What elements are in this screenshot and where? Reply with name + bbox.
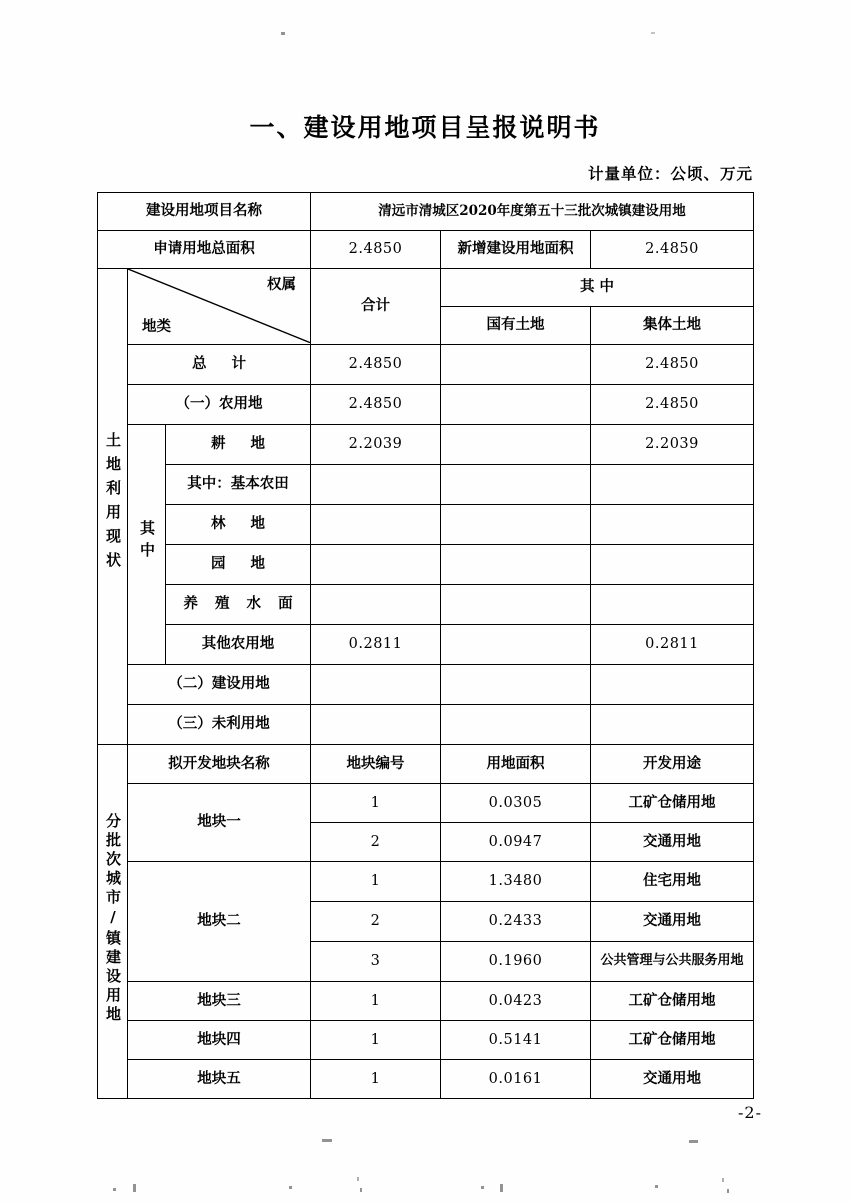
landuse-side-label-text: 土地利用现状 <box>104 431 122 576</box>
column-header-state-land: 国有土地 <box>441 307 591 345</box>
landuse-row-state <box>441 665 591 705</box>
scan-speck <box>481 1186 484 1189</box>
table-row-landuse <box>98 625 754 665</box>
new-construction-value: 2.4850 <box>591 231 754 269</box>
parcel-item-purpose: 工矿仓储用地 <box>591 982 754 1021</box>
landuse-row-state <box>441 545 591 585</box>
landuse-row-collective: 2.4850 <box>591 345 754 385</box>
new-construction-label: 新增建设用地面积 <box>441 231 591 269</box>
landuse-sub-label-text: 其中 <box>138 519 156 564</box>
total-area-value: 2.4850 <box>311 231 441 269</box>
landtype-ownership-corner-cell <box>128 269 311 345</box>
landuse-row-total: 2.4850 <box>311 385 441 425</box>
landuse-row-state <box>441 585 591 625</box>
scan-speck <box>281 32 285 35</box>
parcel-item-purpose: 工矿仓储用地 <box>591 784 754 823</box>
landuse-row-label: 耕 地 <box>166 425 311 465</box>
scan-speck <box>360 1188 362 1192</box>
table-row-landuse <box>98 705 754 745</box>
parcel-header-number: 地块编号 <box>311 745 441 784</box>
parcel-item-purpose: 工矿仓储用地 <box>591 1021 754 1060</box>
landuse-row-label: 总 计 <box>128 345 311 385</box>
table-row-parcel-header <box>98 745 754 784</box>
parcel-item-number: 1 <box>311 862 441 902</box>
landuse-row-total: 2.2039 <box>311 425 441 465</box>
scan-speck <box>133 1184 136 1192</box>
landuse-row-total <box>311 465 441 505</box>
page-number: -2- <box>738 1103 762 1122</box>
scan-speck <box>357 1177 359 1181</box>
landuse-row-label: 其他农用地 <box>166 625 311 665</box>
parcel-name: 地块三 <box>128 982 311 1021</box>
scan-speck <box>289 1186 292 1189</box>
parcel-item-area: 1.3480 <box>441 862 591 902</box>
landuse-row-total <box>311 585 441 625</box>
table-row-landuse <box>98 385 754 425</box>
table-row-project-name <box>98 193 754 231</box>
table-row-parcel-item <box>98 862 754 902</box>
table-row-ownership-header <box>98 269 754 307</box>
scan-speck <box>722 1178 724 1182</box>
column-header-collective-land: 集体土地 <box>591 307 754 345</box>
landuse-row-state <box>441 345 591 385</box>
parcel-item-purpose: 交通用地 <box>591 823 754 862</box>
scan-speck <box>655 1185 658 1188</box>
landuse-row-label: 其中：基本农田 <box>166 465 311 505</box>
table-row-landuse <box>98 465 754 505</box>
landuse-row-label: （一）农用地 <box>128 385 311 425</box>
landuse-row-state <box>441 385 591 425</box>
landuse-row-total <box>311 545 441 585</box>
table-row-parcel-item <box>98 784 754 823</box>
parcel-item-purpose: 交通用地 <box>591 1060 754 1099</box>
column-header-group: 其 中 <box>441 269 754 307</box>
parcel-item-number: 1 <box>311 1060 441 1099</box>
parcel-item-purpose: 交通用地 <box>591 902 754 942</box>
landuse-row-collective <box>591 505 754 545</box>
parcel-item-area: 0.0161 <box>441 1060 591 1099</box>
parcel-item-purpose: 住宅用地 <box>591 862 754 902</box>
landuse-row-state <box>441 465 591 505</box>
landtype-label: 地类 <box>142 317 171 335</box>
landuse-row-total: 2.4850 <box>311 345 441 385</box>
landuse-row-collective <box>591 545 754 585</box>
landuse-side-label <box>98 269 128 745</box>
landuse-row-total <box>311 705 441 745</box>
table-row-landuse <box>98 345 754 385</box>
table-row-parcel-item <box>98 982 754 1021</box>
parcel-item-purpose: 公共管理与公共服务用地 <box>591 942 754 982</box>
landuse-row-state <box>441 505 591 545</box>
page-title: 一、建设用地项目呈报说明书 <box>249 113 601 142</box>
scan-speck <box>322 1139 332 1142</box>
landuse-row-label: 养 殖 水 面 <box>166 585 311 625</box>
landuse-row-state <box>441 625 591 665</box>
parcel-item-area: 0.0423 <box>441 982 591 1021</box>
parcel-item-area: 0.1960 <box>441 942 591 982</box>
ownership-label: 权属 <box>267 276 297 293</box>
landuse-row-collective <box>591 705 754 745</box>
landuse-row-collective: 2.4850 <box>591 385 754 425</box>
scan-speck <box>651 32 655 34</box>
landuse-row-total <box>311 505 441 545</box>
scan-speck <box>113 1188 116 1191</box>
landuse-row-label: 园 地 <box>166 545 311 585</box>
landuse-sub-label <box>128 425 166 665</box>
parcel-name: 地块四 <box>128 1021 311 1060</box>
parcel-side-label <box>98 745 128 1099</box>
parcel-item-area: 0.0305 <box>441 784 591 823</box>
landuse-row-label: 林 地 <box>166 505 311 545</box>
landuse-row-total <box>311 665 441 705</box>
column-header-total: 合计 <box>311 269 441 345</box>
table-row-landuse <box>98 585 754 625</box>
total-area-label: 申请用地总面积 <box>98 231 311 269</box>
landuse-row-collective <box>591 585 754 625</box>
parcel-side-label-text: 分批次城市/镇建设用地 <box>104 812 122 1025</box>
parcel-item-area: 0.0947 <box>441 823 591 862</box>
parcel-name: 地块五 <box>128 1060 311 1099</box>
scan-speck <box>727 1189 729 1193</box>
table-row-landuse <box>98 425 754 465</box>
landuse-row-label: （三）未利用地 <box>128 705 311 745</box>
land-application-table <box>97 192 753 1099</box>
parcel-header-area: 用地面积 <box>441 745 591 784</box>
landuse-row-state <box>441 425 591 465</box>
parcel-item-area: 0.5141 <box>441 1021 591 1060</box>
landuse-row-collective <box>591 665 754 705</box>
landuse-row-total: 0.2811 <box>311 625 441 665</box>
table-row-total-area <box>98 231 754 269</box>
parcel-item-number: 2 <box>311 823 441 862</box>
parcel-name: 地块二 <box>128 862 311 982</box>
parcel-header-name: 拟开发地块名称 <box>128 745 311 784</box>
landuse-row-collective: 0.2811 <box>591 625 754 665</box>
parcel-item-number: 1 <box>311 982 441 1021</box>
parcel-name: 地块一 <box>128 784 311 862</box>
table-row-landuse <box>98 505 754 545</box>
parcel-header-purpose: 开发用途 <box>591 745 754 784</box>
parcel-item-number: 1 <box>311 784 441 823</box>
scan-speck <box>689 1140 698 1143</box>
measurement-unit-note: 计量单位：公顷、万元 <box>587 164 753 183</box>
table-row-landuse <box>98 545 754 585</box>
parcel-item-number: 2 <box>311 902 441 942</box>
scan-speck <box>500 1184 503 1192</box>
project-name-value: 清远市清城区2020年度第五十三批次城镇建设用地 <box>311 193 754 231</box>
landuse-row-label: （二）建设用地 <box>128 665 311 705</box>
table-row-parcel-item <box>98 1060 754 1099</box>
landuse-row-collective: 2.2039 <box>591 425 754 465</box>
landuse-row-collective <box>591 465 754 505</box>
landuse-row-state <box>441 705 591 745</box>
table-row-parcel-item <box>98 1021 754 1060</box>
parcel-item-area: 0.2433 <box>441 902 591 942</box>
parcel-item-number: 3 <box>311 942 441 982</box>
project-name-label: 建设用地项目名称 <box>98 193 311 231</box>
table-row-landuse <box>98 665 754 705</box>
parcel-item-number: 1 <box>311 1021 441 1060</box>
